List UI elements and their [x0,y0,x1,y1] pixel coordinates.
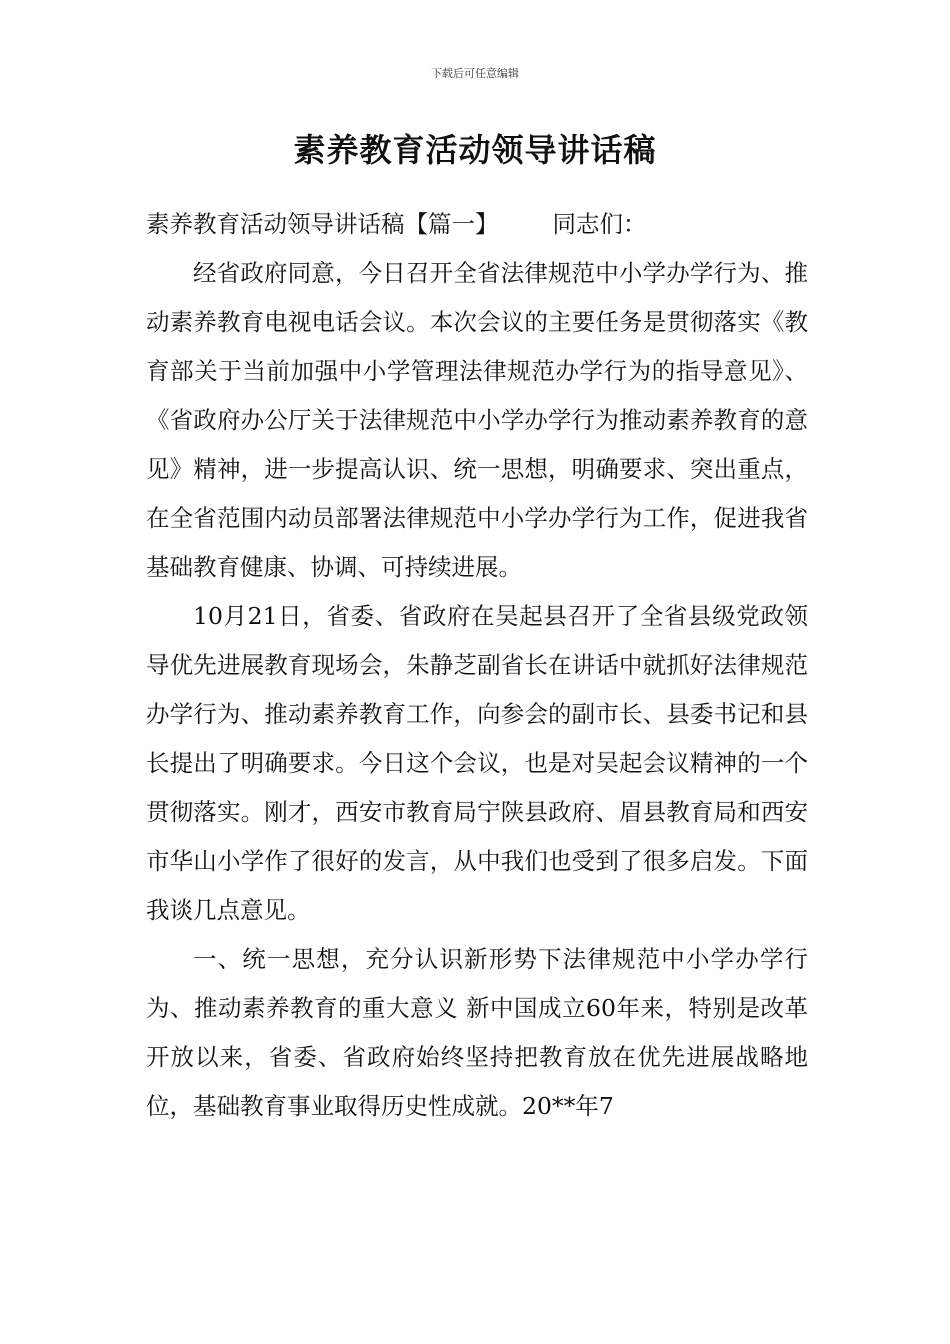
salutation: 同志们： [552,210,647,238]
header-note: 下载后可任意编辑 [431,67,519,80]
paragraph-1: 经省政府同意，今日召开全省法律规范中小学办学行为、推动素养教育电视电话会议。本次会议的主要任务是贯彻落实《教育部关于当前加强中小学管理法律规范办学行为的指导意见》、《省政府办公厅关于法律规范中小学办学行为推动素养教育的意见》精神，进一步提高认识、统一思想，明确要求、突出重点，在全省范围内动员部署法律规范中小学办学行为工作，促进我省基础教育健康、协调、可持续进展。 [146,259,808,581]
document-title: 素养教育活动领导讲话稿 [293,131,657,169]
paragraph-2: 10月21日，省委、省政府在吴起县召开了全省县级党政领导优先进展教育现场会，朱静芝副省长在讲话中就抓好法律规范办学行为、推动素养教育工作，向参会的副市长、县委书记和县长提出了明确要求。今日这个会议，也是对吴起会议精神的一个贯彻落实。刚才，西安市教育局宁陕县政府、眉县教育局和西安市华山小学作了很好的发言，从中我们也受到了很多启发。下面我谈几点意见。 [146,602,808,924]
paragraph-3: 一、统一思想，充分认识新形势下法律规范中小学办学行为、推动素养教育的重大意义 新中国成立60年来，特别是改革开放以来，省委、省政府始终坚持把教育放在优先进展战略地位，基础教育事业取得历史性成就。20**年7 [146,945,808,1120]
document-body [146,200,808,1131]
section-heading-line [146,200,808,249]
section-heading: 素养教育活动领导讲话稿【篇一】 [146,210,499,238]
